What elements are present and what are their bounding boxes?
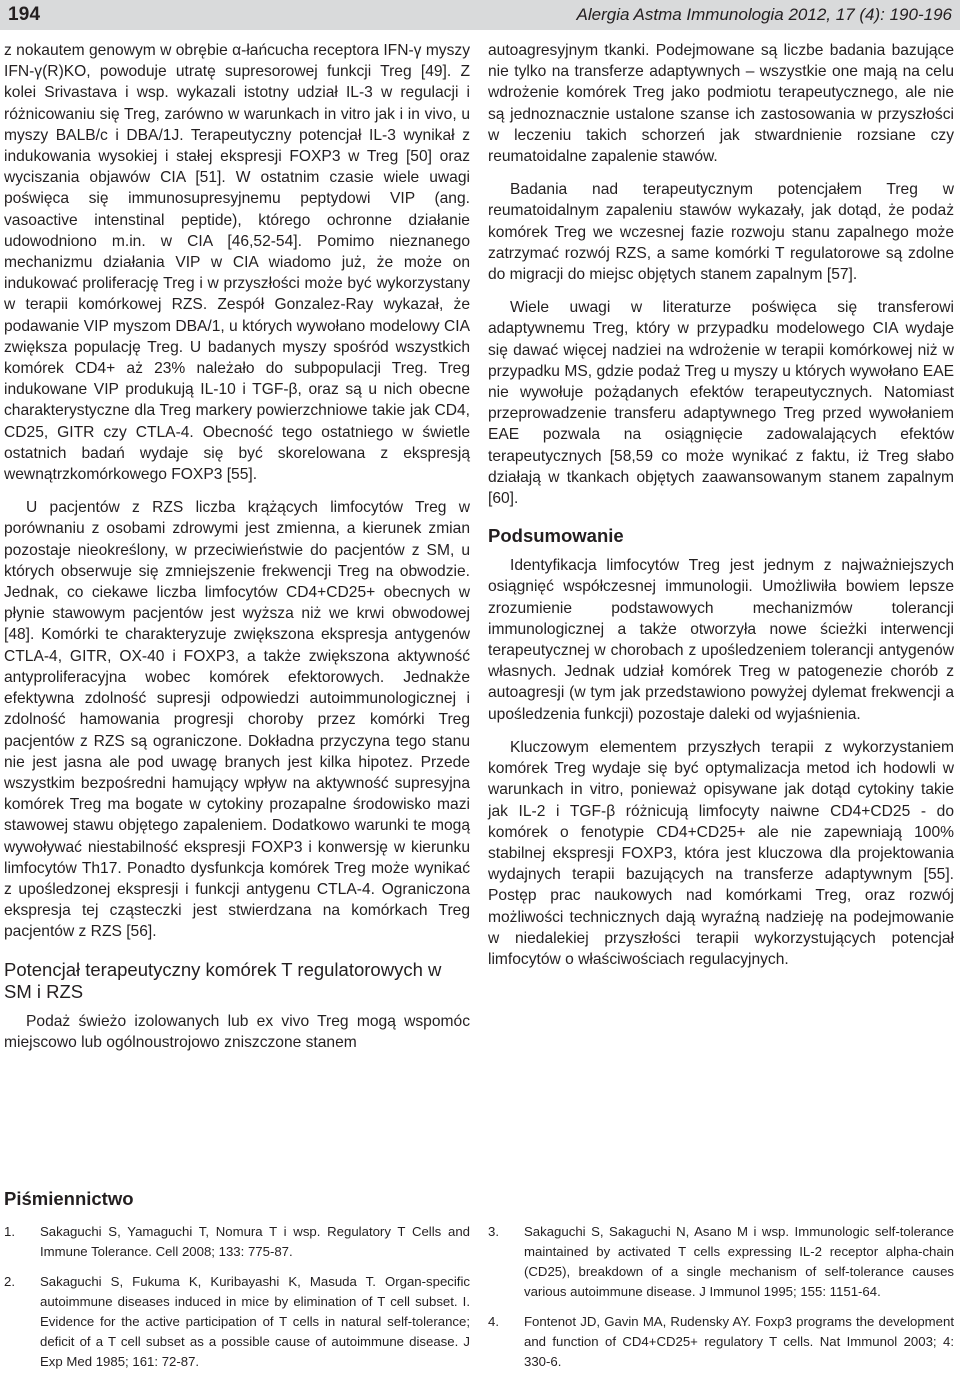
reference-item — [4, 1222, 470, 1262]
right-column — [488, 40, 954, 970]
reference-item — [488, 1312, 954, 1372]
reference-text: Sakaguchi S, Sakaguchi N, Asano M i wsp. Immunologic self-tolerance maintained by activated T cells expressing IL-2 receptor alpha-chain (CD25), breakdown of a single mechanism of self-tolerance causes various autoimmune disease. J Immunol 1995; 155: 1151-64. — [524, 1224, 954, 1299]
page-header — [0, 0, 960, 30]
left-paragraph-3: Podaż świeżo izolowanych lub ex vivo Treg mogą wspomóc miejscowo lub ogólnoustrojowo zniszczone stanem — [4, 1012, 470, 1051]
reference-number: 3. — [488, 1224, 499, 1239]
reference-number: 1. — [4, 1224, 15, 1239]
references-left-column — [4, 1222, 470, 1382]
right-paragraph-4: Identyfikacja limfocytów Treg jest jednym z najważniejszych osiągnięć współczesnej immunologii. Umożliwiła bowiem lepsze zrozumienie podstawowych mechanizmów tolerancji immunologicznej a także otworzyła nowe ścieżki interwencji terapeutycznej w chorobach z upośledzeniem tolerancji antygenów własnych. Jednak udział komórek Treg w patogenezie chorób z autoagresji (w tym jak przedstawiono powyżej dylemat frekwencji a upośledzenia funkcji) pozostaje daleki od wyjaśnienia. — [488, 557, 954, 723]
reference-text: Fontenot JD, Gavin MA, Rudensky AY. Foxp3 programs the development and function of CD4+CD25+ regulatory T cells. Nat Immunol 2003; 4: 330-6. — [524, 1314, 954, 1369]
reference-item — [488, 1222, 954, 1302]
section-heading-therapy: Potencjał terapeutyczny komórek T regulatorowych w SM i RZS — [4, 958, 442, 1002]
right-paragraph-1: autoagresyjnym tkanki. Podejmowane są liczbe badania bazujące nie tylko na transferze adaptywnych – wszystkie one mają na celu wdrożenie komórek Treg jako podmiotu terapeutycznego, ale nie są jednoznacznie ustalone szanse ich zastosowania w przyszłości w leczeniu takich schorzeń jak stwardnienie rozsiane czy reumatoidalne zapalenie stawów. — [488, 42, 954, 166]
left-paragraph-2: U pacjentów z RZS liczba krążących limfocytów Treg w porównaniu z osobami zdrowymi jest zmienna, a kierunek zmian pozostaje nieokreślony, w przeciwieństwie do pacjentów z SM, u których obserwuje się zmniejszenie frekwencji Treg na obwodzie. Jednak, co ciekawe liczba limfocytów CD4+CD25+ obecnych w płynie stawowym pacjentów jest wyższa niż we krwi obwodowej [48]. Komórki te charakteryzuje zwiększona ekspresja antygenów CTLA-4, GITR, OX-40 i FOXP3, a także zwiększona aktywność antyproliferacyjna wobec komórek efektorowych. Jednakże efektywna zdolność supresji odpowiedzi autoimmunologicznej i zdolność hamowania progresji choroby przez komórki Treg pacjentów z RZS są ograniczone. Dokładna przyczyna tego stanu nie jest jasna ale pod uwagę branych jest kilka hipotez. Przede wszystkim bezpośredni hamujący wpływ na aktywność supresyjna komórek Treg ma bogate w cytokiny prozapalne środowisko mazi stawowej stawu objętego zapaleniem. Dodatkowo warunki te mogą wywoływać niestabilność ekspresji FOXP3 i konwersję w kierunku limfocytów Th17. Ponadto dysfunkcja komórek Treg może wynikać z upośledzonej ekspresji i funkcji antygenu CTLA-4. Ograniczona ekspresja tej cząsteczki jest stwierdzana na komórkach Treg pacjentów z RZS [56]. — [4, 499, 470, 941]
reference-number: 4. — [488, 1314, 499, 1329]
right-paragraph-5: Kluczowym elementem przyszłych terapii z wykorzystaniem komórek Treg wydaje się być optymalizacja metod ich hodowli w warunkach in vitro, ponieważ opisywane jak dotąd cytokiny takie jak IL-2 i TGF-β różnicują limfocyty naiwne CD4+CD25 - do komórek o fenotypie CD4+CD25+ ale nie zapewniają 100% stabilnej ekspresji FOXP3, która jest kluczowa dla projektowania wydajnych terapii bazujących na transferze adaptywnym [55]. Postęp prac naukowych nad komórkami Treg, oraz rozwój możliwości technicznych dają wyraźną nadzieję na podejmowanie w niedalekiej przyszłości terapii wykorzystujących potencjał limfocytów o właściwościach regulacyjnych. — [488, 738, 954, 968]
left-column — [4, 40, 470, 1053]
left-paragraph-1: z nokautem genowym w obrębie α-łańcucha receptora IFN-γ myszy IFN-γ(R)KO, powoduje utratę supresorowej funkcji Treg [49]. Z kolei Srivastava i wsp. wykazali istotny udział IL-3 w regulacji i różnicowaniu się Treg, zarówno w warunkach in vitro jak i in vivo, u myszy BALB/c i DBA/1J. Terapeutyczny potencjał IL-3 wynikał z indukowania wysokiej i stałej ekspresji FOXP3 w Treg [50] oraz wyciszania objawów CIA [51]. W ostatnim czasie wiele uwagi poświęca się immunosupresyjnemu peptydowi VIP (ang. vasoactive intenstinal peptide), którego ochronne działanie udowodniono m.in. w CIA [46,52-54]. Pomimo nieznanego mechanizmu działania VIP w CIA wiadomo już, że może on indukować proliferację Treg i w przyszłości może być wykorzystany w terapii komórkowej RZS. Zespół Gonzalez-Ray wykazał, że podawanie VIP myszom DBA/1, u których wywołano modelowy CIA zwiększa populację Treg. U badanych myszy spośród wszystkich komórek CD4+ aż 23% należało do subpopulacji Treg. Treg indukowane VIP produkują IL-10 i TGF-β, oraz są u nich obecne charakterystyczne dla Treg markery powierzchniowe takie jak CD4, CD25, GITR czy CTLA-4. Obecność tego ostatniego w świetle ostatnich badań wydaje się być skorelowana z ekspresją wewnątrzkomórkowego FOXP3 [55]. — [4, 42, 470, 484]
page-number: 194 — [8, 4, 41, 25]
reference-number: 2. — [4, 1274, 15, 1289]
journal-citation: Alergia Astma Immunologia 2012, 17 (4): 190-196 — [576, 5, 952, 24]
reference-text: Sakaguchi S, Yamaguchi T, Nomura T i wsp. Regulatory T Cells and Immune Tolerance. Cell 2008; 133: 775-87. — [40, 1224, 470, 1259]
references-right-column — [488, 1222, 954, 1382]
reference-text: Sakaguchi S, Fukuma K, Kuribayashi K, Masuda T. Organ-specific autoimmune diseases induced in mice by elimination of T cell subset. I. Evidence for the active participation of T cells in natural self-tolerance; deficit of a T cell subset as a possible cause of autoimmune disease. J Exp Med 1985; 161: 72-87. — [40, 1274, 470, 1369]
section-heading-summary: Podsumowanie — [488, 525, 624, 547]
right-paragraph-2: Badania nad terapeutycznym potencjałem Treg w reumatoidalnym zapaleniu stawów wykazały, jak dotąd, że podaż komórek Treg we wczesnej fazie rozwoju stanu zapalnego może zatrzymać rozwój RZS, a same komórki T regulatorowe są zdolne do migracji do miejsc objętych stanem zapalnym [57]. — [488, 181, 954, 284]
right-paragraph-3: Wiele uwagi w literaturze poświęca się transferowi adaptywnemu Treg, który w przypadku modelowego CIA wydaje się dawać więcej nadziei na wdrożenie w terapii komórkowej niż w przypadku MS, gdzie podaż Treg u myszy u których wywołano EAE nie wywołuje pożądanych efektów terapeutycznych. Natomiast przeprowadzenie transferu adaptywnego Treg przed wywołaniem EAE pozwala na osiągnięcie zadowalających efektów terapeutycznych [58,59 co może wynikać z faktu, iż Treg słabo działają w tkankach objętych zaawansowanym stanem zapalnym [60]. — [488, 299, 954, 508]
references-heading: Piśmiennictwo — [4, 1188, 134, 1209]
reference-item — [4, 1272, 470, 1372]
